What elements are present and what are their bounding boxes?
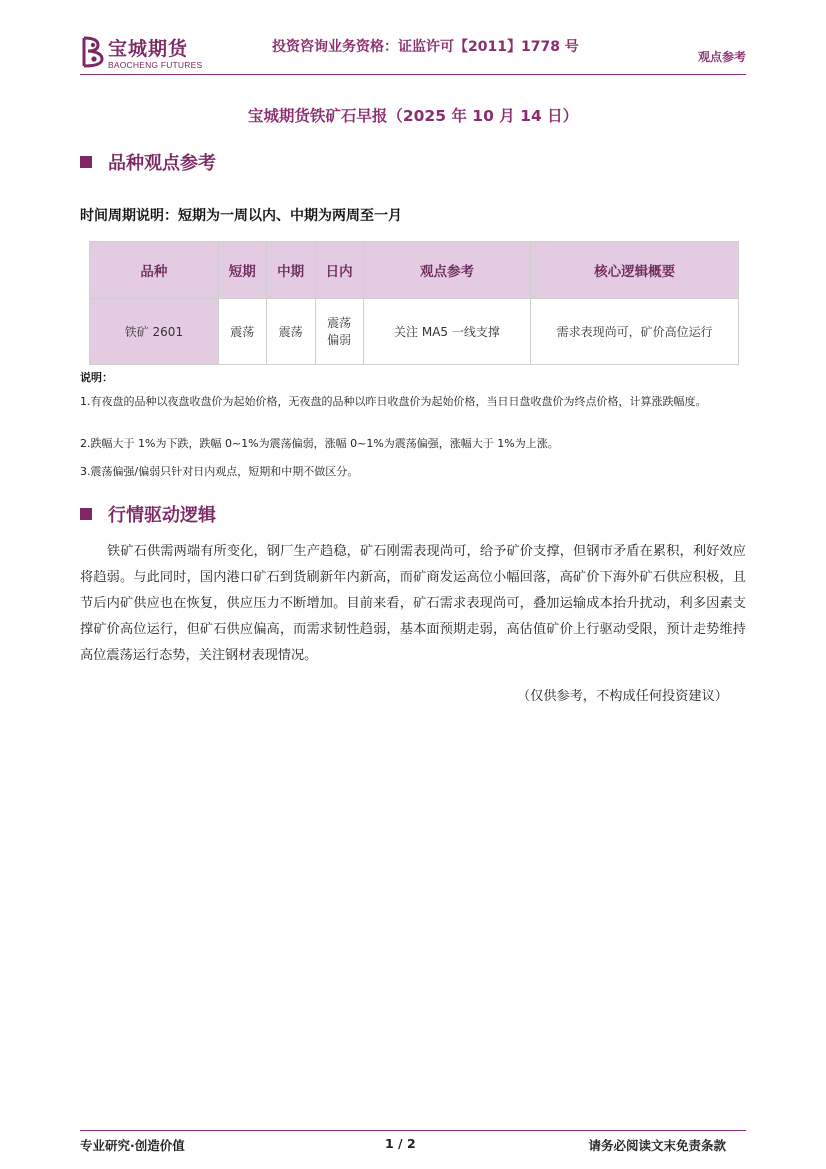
table-header-cell: 中期	[266, 242, 315, 299]
footer-divider	[80, 1130, 746, 1131]
table-header-cell: 观点参考	[363, 242, 531, 299]
section-title: 行情驱动逻辑	[108, 505, 216, 526]
note-item: 3.震荡偏强/偏弱只针对日内观点，短期和中期不做区分。	[80, 465, 359, 478]
section-heading-drivers	[80, 502, 216, 526]
table-header-cell: 短期	[218, 242, 266, 299]
table-header-row	[90, 242, 739, 299]
square-bullet-icon	[80, 508, 92, 520]
section-heading-views	[80, 150, 216, 174]
table-cell-short-term: 震荡	[218, 299, 266, 365]
page-number: 1 / 2	[385, 1136, 416, 1151]
period-note: 时间周期说明：短期为一周以内、中期为两周至一月	[80, 208, 402, 224]
table-header-cell: 日内	[315, 242, 363, 299]
logo-cn-text: 宝城期货	[108, 38, 189, 60]
page-header	[80, 30, 746, 74]
qualification-text: 投资咨询业务资格：证监许可【2011】1778 号	[272, 39, 579, 55]
company-logo	[80, 30, 210, 74]
footer-disclaimer-link[interactable]: 请务必阅读文末免责条款	[588, 1138, 726, 1153]
table-row	[90, 299, 739, 365]
table-header-cell: 核心逻辑概要	[531, 242, 739, 299]
table-header-cell: 品种	[90, 242, 219, 299]
table-cell-intraday	[315, 299, 363, 365]
notes-title: 说明：	[80, 371, 113, 384]
table-cell-logic: 需求表现尚可，矿价高位运行	[531, 299, 739, 365]
table-cell-mid-term: 震荡	[266, 299, 315, 365]
baocheng-logo-icon	[80, 34, 108, 70]
header-divider	[80, 74, 746, 75]
market-logic-paragraph: 铁矿石供需两端有所变化，钢厂生产趋稳，矿石刚需表现尚可，给予矿价支撑，但钢市矛盾在累积，利好效应将趋弱。与此同时，国内港口矿石到货刷新年内新高，而矿商发运高位小幅回落，高矿价下海外矿石供应积极，且节后内矿供应也在恢复，供应压力不断增加。目前来看，矿石需求表现尚可，叠加运输成本抬升扰动，利多因素支撑矿价高位运行，但矿石供应偏高，而需求韧性趋弱，基本面预期走弱，高估值矿价上行驱动受限，预计走势维持高位震荡运行态势，关注钢材表现情况。	[80, 544, 746, 663]
section-title: 品种观点参考	[108, 153, 216, 174]
disclaimer-text: （仅供参考，不构成任何投资建议）	[517, 689, 728, 704]
note-item: 2.跌幅大于 1%为下跌，跌幅 0~1%为震荡偏弱，涨幅 0~1%为震荡偏强，涨幅大于 1%为上涨。	[80, 437, 559, 450]
note-item: 1.有夜盘的品种以夜盘收盘价为起始价格，无夜盘的品种以昨日收盘价为起始价格，当日日盘收盘价为终点价格，计算涨跌幅度。	[80, 395, 707, 408]
header-badge: 观点参考	[697, 50, 746, 64]
views-table	[89, 241, 739, 365]
footer-slogan: 专业研究·创造价值	[80, 1138, 185, 1153]
table-cell-view: 关注 MA5 一线支撑	[363, 299, 531, 365]
logo-en-text: BAOCHENG FUTURES	[108, 60, 203, 70]
intraday-text: 震荡偏弱	[327, 315, 352, 347]
document-title: 宝城期货铁矿石早报（2025 年 10 月 14 日）	[247, 107, 579, 125]
table-cell-variety: 铁矿 2601	[90, 299, 219, 365]
square-bullet-icon	[80, 156, 92, 168]
